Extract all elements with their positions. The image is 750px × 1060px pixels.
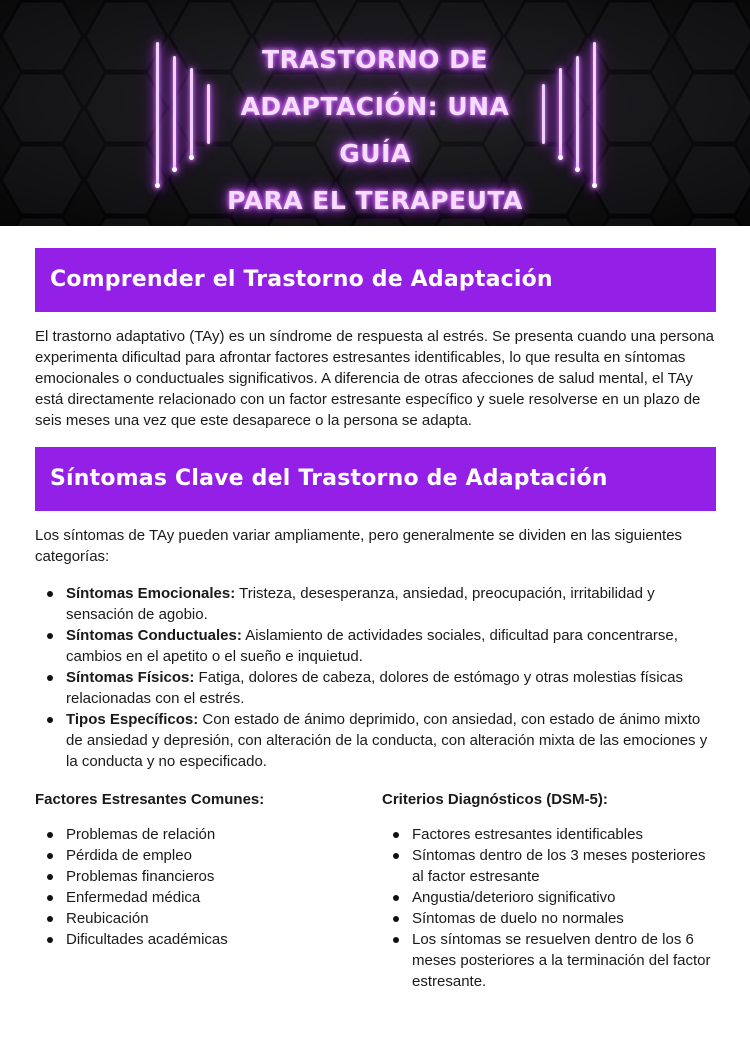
title-line-2: ADAPTACIÓN: UNA GUÍA xyxy=(240,92,510,168)
stressors-heading: Factores Estresantes Comunes: xyxy=(35,791,265,808)
item-label: Síntomas Conductuales: xyxy=(66,627,242,644)
list-item: Problemas de relación xyxy=(35,824,355,845)
neon-dot xyxy=(172,167,177,172)
item-label: Síntomas Emocionales: xyxy=(66,585,236,602)
symptoms-intro: Los síntomas de TAy pueden variar ampliamente, pero generalmente se dividen en las siguientes categorías: xyxy=(35,527,683,565)
neon-dot xyxy=(189,155,194,160)
section-heading-understanding: Comprender el Trastorno de Adaptación xyxy=(35,248,716,312)
item-label: Síntomas Físicos: xyxy=(66,669,195,686)
symptoms-list xyxy=(35,583,720,772)
list-item: Dificultades académicas xyxy=(35,929,355,950)
section-heading-symptoms: Síntomas Clave del Trastorno de Adaptación xyxy=(35,447,716,511)
list-item: Factores estresantes identificables xyxy=(381,824,721,845)
neon-bar xyxy=(576,56,579,172)
neon-bar xyxy=(173,56,176,172)
neon-bar xyxy=(156,42,159,188)
item-text: Aislamiento de actividades sociales, dificultad para concentrarse, cambios en el apetito o el sueño e inquietud. xyxy=(66,627,678,665)
list-item: Síntomas dentro de los 3 meses posteriores al factor estresante xyxy=(381,845,721,887)
item-text: Tristeza, desesperanza, ansiedad, preocupación, irritabilidad y sensación de agobio. xyxy=(66,585,655,623)
list-item: Síntomas de duelo no normales xyxy=(381,908,721,929)
list-item: Los síntomas se resuelven dentro de los 6 meses posteriores a la terminación del factor estresante. xyxy=(381,929,721,992)
list-item xyxy=(35,667,720,709)
neon-bar xyxy=(190,68,193,160)
page-title xyxy=(215,36,535,224)
stressors-list xyxy=(35,824,355,950)
neon-bar xyxy=(207,84,210,144)
neon-bar xyxy=(542,84,545,144)
item-text: Fatiga, dolores de cabeza, dolores de estómago y otras molestias físicas relacionadas con el estrés. xyxy=(66,669,683,707)
list-item: Pérdida de empleo xyxy=(35,845,355,866)
item-label: Tipos Específicos: xyxy=(66,711,199,728)
list-item xyxy=(35,709,720,772)
list-item xyxy=(35,625,720,667)
criteria-list xyxy=(381,824,721,992)
list-item: Enfermedad médica xyxy=(35,887,355,908)
neon-bar xyxy=(593,42,596,188)
list-item xyxy=(35,583,720,625)
hero-banner xyxy=(0,0,750,226)
title-line-3: PARA EL TERAPEUTA xyxy=(227,186,523,215)
neon-dot xyxy=(558,155,563,160)
item-text: Con estado de ánimo deprimido, con ansiedad, con estado de ánimo mixto de ansiedad y depresión, con alteración de la conducta, con alteración mixta de las emociones y la conducta y no especificado. xyxy=(66,711,708,770)
criteria-heading: Criterios Diagnósticos (DSM-5): xyxy=(382,791,608,808)
neon-dot xyxy=(155,183,160,188)
section-paragraph: El trastorno adaptativo (TAy) es un síndrome de respuesta al estrés. Se presenta cuando una persona experimenta dificultad para afrontar factores estresantes identificables, lo que resulta en síntomas emocionales o conductuales significativos. A diferencia de otras afecciones de salud mental, el TAy está directamente relacionado con un factor estresante específico y suele resolverse en un plazo de seis meses una vez que este desaparece o la persona se adapta. xyxy=(35,328,715,429)
list-item: Reubicación xyxy=(35,908,355,929)
neon-bar xyxy=(559,68,562,160)
neon-dot xyxy=(592,183,597,188)
neon-dot xyxy=(575,167,580,172)
list-item: Angustia/deterioro significativo xyxy=(381,887,721,908)
list-item: Problemas financieros xyxy=(35,866,355,887)
title-line-1: TRASTORNO DE xyxy=(262,45,488,74)
